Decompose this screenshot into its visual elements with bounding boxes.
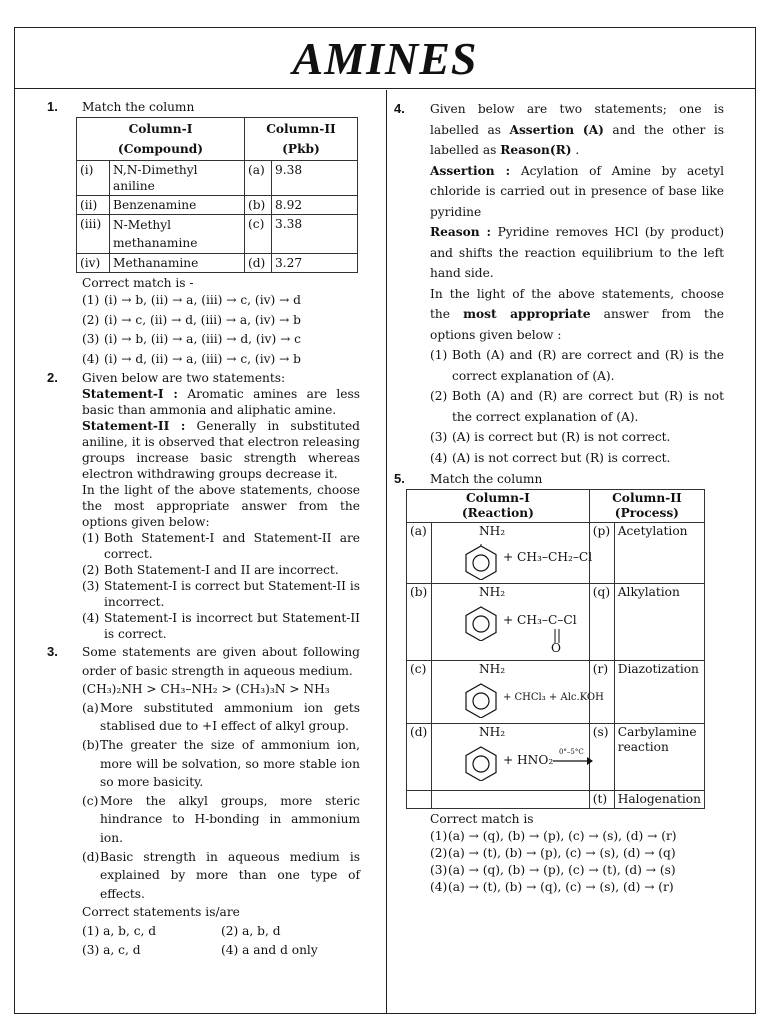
- column-header: Column-I (Compound): [77, 118, 245, 161]
- question-2: [38, 370, 360, 642]
- row-index: (i): [77, 161, 110, 196]
- column-header: Column-II (Process): [589, 490, 704, 523]
- carbonyl-oxygen-label: O: [550, 641, 561, 655]
- amine-group-label: NH₂: [478, 725, 506, 739]
- value-cell: 3.38: [272, 215, 358, 254]
- option-3[interactable]: (3) a, c, d: [82, 942, 141, 957]
- option-3[interactable]: (3) (a) → (q), (b) → (p), (c) → (t), (d) → (s): [430, 863, 676, 877]
- reagent-label: + CH₃–CH₂–Cl: [502, 550, 593, 564]
- row-letter: (b): [245, 196, 272, 215]
- row-letter: (d): [407, 724, 432, 791]
- benzene-ring-icon: [463, 544, 499, 580]
- table-row: [407, 724, 705, 791]
- question-number: 2.: [47, 370, 58, 385]
- table-row: [77, 196, 358, 215]
- q5-options: [380, 811, 724, 896]
- row-letter: (t): [589, 791, 614, 809]
- row-letter: (q): [589, 584, 614, 661]
- statement-d: (d) Basic strength in aqueous medium is explained by more than one type of effects.: [82, 849, 360, 901]
- option-3[interactable]: (3) Statement-I is correct but Statement-II is incorrect.: [82, 579, 360, 609]
- table-row: [407, 584, 705, 661]
- page-title: AMINES: [292, 33, 478, 84]
- option-1[interactable]: (1) (a) → (q), (b) → (p), (c) → (s), (d) → (r): [430, 829, 677, 843]
- option-1[interactable]: (1) a, b, c, d: [82, 923, 157, 938]
- instruction: In the light of the above statements, choose the most appropriate answer from the options given below:: [82, 483, 360, 529]
- reaction-c: [435, 662, 604, 720]
- statement-2: Statement-II : Generally in substituted aniline, it is observed that electron releasing groups increase basic strength whereas electron withdrawing groups decrease it.: [82, 419, 360, 481]
- compound-cell: Benzenamine: [110, 196, 245, 215]
- row-letter: (c): [245, 215, 272, 254]
- option-1[interactable]: (1) Both (A) and (R) are correct and (R) is the correct explanation of (A).: [430, 348, 724, 383]
- option-4[interactable]: (4) Statement-I is incorrect but Statement-II is correct.: [82, 611, 360, 641]
- option-4[interactable]: (4) (i) → d, (ii) → a, (iii) → c, (iv) → b: [82, 351, 301, 366]
- amine-group-label: NH₂: [478, 662, 506, 676]
- column-header: Column-II (Pkb): [245, 118, 358, 161]
- match-table: [76, 117, 358, 273]
- row-letter: (c): [407, 661, 432, 724]
- process-cell: Diazotization: [614, 661, 704, 724]
- option-1[interactable]: (1) (i) → b, (ii) → a, (iii) → c, (iv) → d: [82, 293, 301, 307]
- row-index: (iii): [77, 215, 110, 254]
- question-number: 5.: [394, 471, 405, 486]
- row-letter: (a): [407, 523, 432, 584]
- reason: Reason : Pyridine removes HCl (by product) and shifts the reaction equilibrium to the left hand side.: [430, 225, 724, 280]
- reagent-label: + CH₃–C–Cl: [502, 613, 577, 627]
- options-row: [82, 941, 360, 960]
- table-row: [407, 523, 705, 584]
- statement-a: (a) More substituted ammonium ion gets stablised due to +I effect of alkyl group.: [82, 700, 360, 734]
- question-stem: Match the column: [430, 472, 543, 486]
- row-letter: [407, 791, 432, 809]
- row-letter: (r): [589, 661, 614, 724]
- reaction-cell: [431, 661, 604, 724]
- table-row: [407, 661, 705, 724]
- row-letter: (d): [245, 254, 272, 273]
- benzene-ring-icon: [463, 682, 499, 718]
- question-1: [38, 99, 360, 369]
- process-cell: Acetylation: [614, 523, 704, 584]
- reaction-cell: [431, 791, 589, 809]
- right-column: [380, 99, 724, 896]
- reaction-condition-label: 0°–5°C: [558, 748, 584, 756]
- row-letter: (p): [589, 523, 614, 584]
- statement-c: (c) More the alkyl groups, more steric hindrance to H-bonding in ammonium ion.: [82, 793, 360, 845]
- question-stem: Match the column: [82, 100, 195, 114]
- left-column: [38, 99, 360, 959]
- row-index: (ii): [77, 196, 110, 215]
- process-cell: Alkylation: [614, 584, 704, 661]
- question-4: [380, 99, 724, 468]
- benzene-ring-icon: [463, 745, 499, 781]
- row-letter: (a): [245, 161, 272, 196]
- amine-group-label: NH₂: [478, 585, 506, 599]
- row-index: (iv): [77, 254, 110, 273]
- question-stem: Given below are two statements; one is labelled as Assertion (A) and the other is labelled as Reason(R) .: [430, 102, 725, 157]
- correct-label: Correct statements is/are: [82, 905, 240, 920]
- option-3[interactable]: (3) (A) is correct but (R) is not correct.: [430, 430, 671, 444]
- instruction: In the light of the above statements, choose the most appropriate answer from the options given below :: [430, 286, 725, 342]
- value-cell: 3.27: [272, 254, 358, 273]
- question-3: [38, 643, 360, 959]
- question-5: [380, 469, 724, 489]
- table-header-row: [407, 490, 705, 523]
- options-list: [82, 291, 360, 369]
- reaction-arrow-icon: [553, 757, 593, 765]
- option-4[interactable]: (4) (a) → (t), (b) → (q), (c) → (s), (d) → (r): [430, 880, 674, 894]
- option-2[interactable]: (2) (i) → c, (ii) → d, (iii) → a, (iv) → b: [82, 312, 301, 327]
- reaction-a: [435, 524, 593, 576]
- option-4[interactable]: (4) a and d only: [221, 942, 318, 957]
- statement-1: Statement-I : Aromatic amines are less basic than ammonia and aliphatic amine.: [82, 387, 360, 417]
- value-cell: 9.38: [272, 161, 358, 196]
- question-number: 3.: [47, 644, 58, 659]
- option-2[interactable]: (2) Both (A) and (R) are correct but (R) is not the correct explanation of (A).: [430, 389, 724, 424]
- amine-group-label: NH₂: [478, 524, 506, 538]
- row-letter: (s): [589, 724, 614, 791]
- reaction-d: [435, 725, 586, 787]
- option-1[interactable]: (1) Both Statement-I and Statement-II are correct.: [82, 531, 360, 561]
- column-header: Column-I (Reaction): [407, 490, 590, 523]
- assertion: Assertion : Acylation of Amine by acetyl chloride is carried out in presence of base like pyridine: [430, 163, 724, 219]
- options-row: [82, 922, 360, 941]
- process-cell: Halogenation: [614, 791, 704, 809]
- correct-label: Correct match is -: [82, 276, 194, 290]
- table-row: [77, 161, 358, 196]
- basicity-order: (CH₃)₂NH > CH₃–NH₂ > (CH₃)₃N > NH₃: [82, 682, 330, 697]
- question-number: 1.: [47, 99, 58, 114]
- reaction-cell: [431, 724, 589, 791]
- table-row: [77, 215, 358, 254]
- table-row: [407, 791, 705, 809]
- reaction-table: [406, 489, 705, 809]
- compound-cell: N-Methyl methanamine: [110, 215, 245, 254]
- table-row: [77, 254, 358, 273]
- question-stem: Some statements are given about following order of basic strength in aqueous medium.: [82, 645, 360, 678]
- option-2[interactable]: (2) Both Statement-I and II are incorrect.: [82, 563, 339, 577]
- row-letter: (b): [407, 584, 432, 661]
- benzene-ring-icon: [463, 605, 499, 641]
- question-stem: Given below are two statements:: [82, 371, 286, 385]
- reagent-label: + HNO₂: [502, 753, 554, 767]
- table-header-row: [77, 118, 358, 161]
- option-2[interactable]: (2) a, b, d: [221, 923, 281, 938]
- statement-b: (b) The greater the size of ammonium ion, more will be solvation, so more stable ion so more basicity.: [82, 737, 360, 790]
- option-2[interactable]: (2) (a) → (t), (b) → (p), (c) → (s), (d) → (q): [430, 846, 676, 860]
- option-3[interactable]: (3) (i) → b, (ii) → a, (iii) → d, (iv) → c: [82, 332, 301, 346]
- compound-cell: N,N-Dimethyl aniline: [110, 161, 245, 196]
- title-bar: [15, 28, 755, 89]
- value-cell: 8.92: [272, 196, 358, 215]
- option-4[interactable]: (4) (A) is not correct but (R) is correct.: [430, 450, 671, 465]
- question-number: 4.: [394, 101, 405, 116]
- reagent-label: + CHCl₃ + Alc.KOH: [502, 692, 604, 703]
- reaction-cell: [431, 523, 593, 584]
- process-cell: Carbylamine reaction: [614, 724, 704, 791]
- reaction-b: [435, 585, 586, 657]
- correct-label: Correct match is: [430, 812, 534, 826]
- reaction-cell: [431, 584, 589, 661]
- compound-cell: Methanamine: [110, 254, 245, 273]
